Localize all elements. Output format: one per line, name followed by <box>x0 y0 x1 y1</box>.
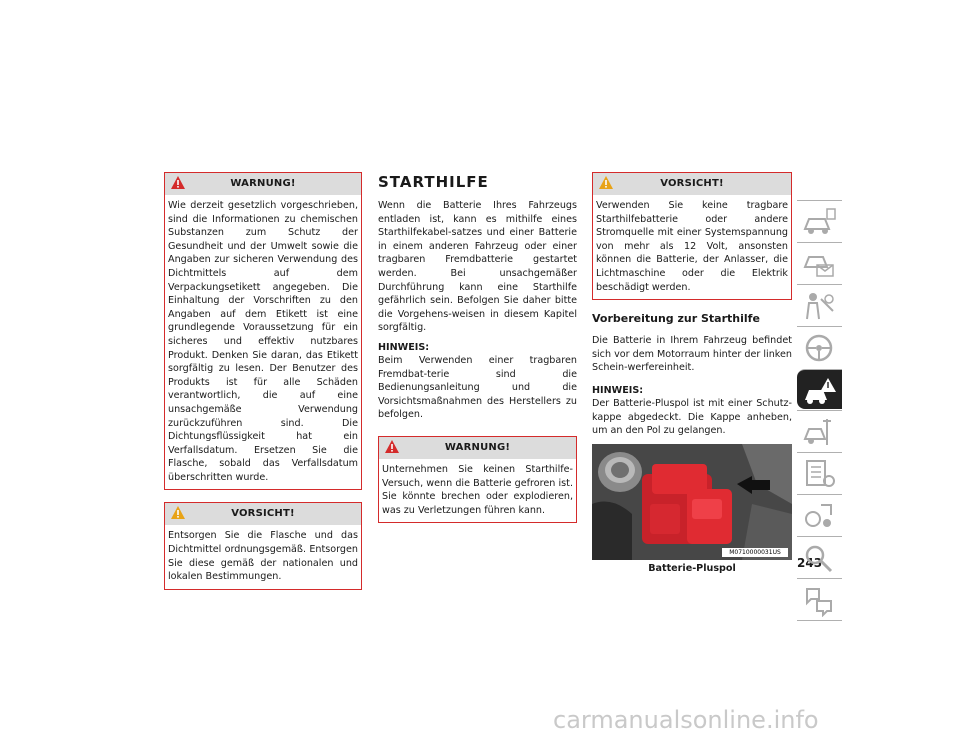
multimedia-icon <box>801 499 837 533</box>
tab-steering[interactable] <box>797 326 842 368</box>
note-label: HINWEIS: <box>378 341 430 353</box>
battery-location-paragraph: Die Batterie in Ihrem Fahrzeug befindet sich vor dem Motorraum hinter der linken Schein-werfereinheit. <box>592 335 792 374</box>
engine-bay-illustration <box>592 444 792 560</box>
caution-box <box>592 172 792 300</box>
note-text: Beim Verwenden einer tragbaren Fremdbat-terie sind die Bedienungsanleitung und die Vorsichtsmaßnahmen des Herstellers zu befolgen. <box>378 354 577 421</box>
language-icon <box>801 583 837 617</box>
note-text: Der Batterie-Pluspol ist mit einer Schutz-kappe abgedeckt. Die Kappe anheben, um an den Pol zu gelangen. <box>592 397 792 437</box>
warning-text: Unternehmen Sie keinen Starthilfe-Versuch, wenn die Batterie gefroren ist. Sie könnte brechen oder explodieren, was zu Verletzungen führen kann. <box>382 463 573 516</box>
warning-header <box>165 173 361 195</box>
caution-header <box>593 173 791 195</box>
tab-emergency[interactable] <box>797 369 842 409</box>
tab-car-mail[interactable] <box>797 242 842 284</box>
warning-text: Wie derzeit gesetzlich vorgeschrieben, sind die Informationen zu chemischen Substanzen zum Schutz der Gesundheit und der Umwelt sowie die Angaben zur sicheren Verwendung des Dichtmittels auf dem Verpackungsetikett angegeben. Die Einhaltung der Vorschriften zu den Angaben auf dem Etikett ist eine grundlegende Voraussetzung für ein sicheres und effektiv nutzbares Produkt. Denken Sie daran, das Etikett sorgfältig zu lesen. Der Benutzer des Produkts ist für alle Schäden verantwortlich, die auf eine unsachgemäße Verwendung zurückzuführen sind. Die Dichtungsflüssigkeit hat ein Verfallsdatum. Ersetzen Sie die Flasche, sobald das Verfallsdatum überschritten wurde. <box>168 200 358 483</box>
caution-text: Verwenden Sie keine tragbare Starthilfebatterie oder andere Stromquelle mit einer Systemspannung von mehr als 12 Volt, ansonsten können die Batterie, der Anlasser, die Lichtmaschine oder die Elektrik beschädigt werden. <box>596 200 788 293</box>
tab-multimedia[interactable] <box>797 494 842 536</box>
warning-title: WARNUNG! <box>444 441 511 453</box>
middle-column <box>378 172 577 535</box>
tab-safety[interactable] <box>797 284 842 326</box>
tab-language[interactable] <box>797 578 842 620</box>
tab-service[interactable] <box>797 410 842 452</box>
chapter-tabs <box>797 200 842 621</box>
car-service-icon <box>801 415 837 449</box>
caution-box <box>164 502 362 589</box>
note-label: HINWEIS: <box>592 384 644 396</box>
warning-box <box>164 172 362 490</box>
warning-header <box>379 437 576 459</box>
watermark: carmanualsonline.info <box>553 706 819 734</box>
tab-car-info[interactable] <box>797 200 842 242</box>
caution-text: Entsorgen Sie die Flasche und das Dichtmittel ordnungsgemäß. Entsorgen Sie diese gemäß der nationalen und lokalen Bestimmungen. <box>168 530 358 583</box>
steering-wheel-icon <box>801 331 837 365</box>
tab-specs[interactable] <box>797 452 842 494</box>
index-search-icon <box>801 541 837 575</box>
caution-title: VORSICHT! <box>660 178 724 189</box>
image-code: M0710000031US <box>729 548 781 556</box>
subsection-heading: Vorbereitung zur Starthilfe <box>592 312 760 326</box>
right-column <box>592 172 792 574</box>
safety-icon <box>801 289 837 323</box>
battery-photo <box>592 444 792 560</box>
photo-caption: Batterie-Pluspol <box>648 562 736 574</box>
tab-index[interactable] <box>797 536 842 578</box>
caution-title: VORSICHT! <box>231 508 295 520</box>
page-number: 243 <box>797 556 823 570</box>
warning-box <box>378 436 577 523</box>
emergency-car-icon <box>801 374 837 408</box>
warning-title: WARNUNG! <box>230 178 296 189</box>
left-column <box>164 172 362 602</box>
section-heading: STARTHILFE <box>378 173 489 191</box>
caution-header <box>165 503 361 525</box>
car-mail-icon <box>801 247 837 281</box>
car-info-icon <box>801 205 837 239</box>
intro-paragraph: Wenn die Batterie Ihres Fahrzeugs entladen ist, kann es mithilfe eines Starthilfekabel-satzes und einer Batterie in einem anderen Fahrzeug oder einer tragbaren Fremdbatterie gestartet werden. Bei unsachgemäßer Durchführung kann eine Starthilfe gefährlich sein. Befolgen Sie daher bitte die Vorgehens-weisen in diesem Kapitel sorgfältig. <box>378 200 577 334</box>
tabs-bottom-divider <box>797 620 842 621</box>
specs-list-icon <box>801 457 837 491</box>
